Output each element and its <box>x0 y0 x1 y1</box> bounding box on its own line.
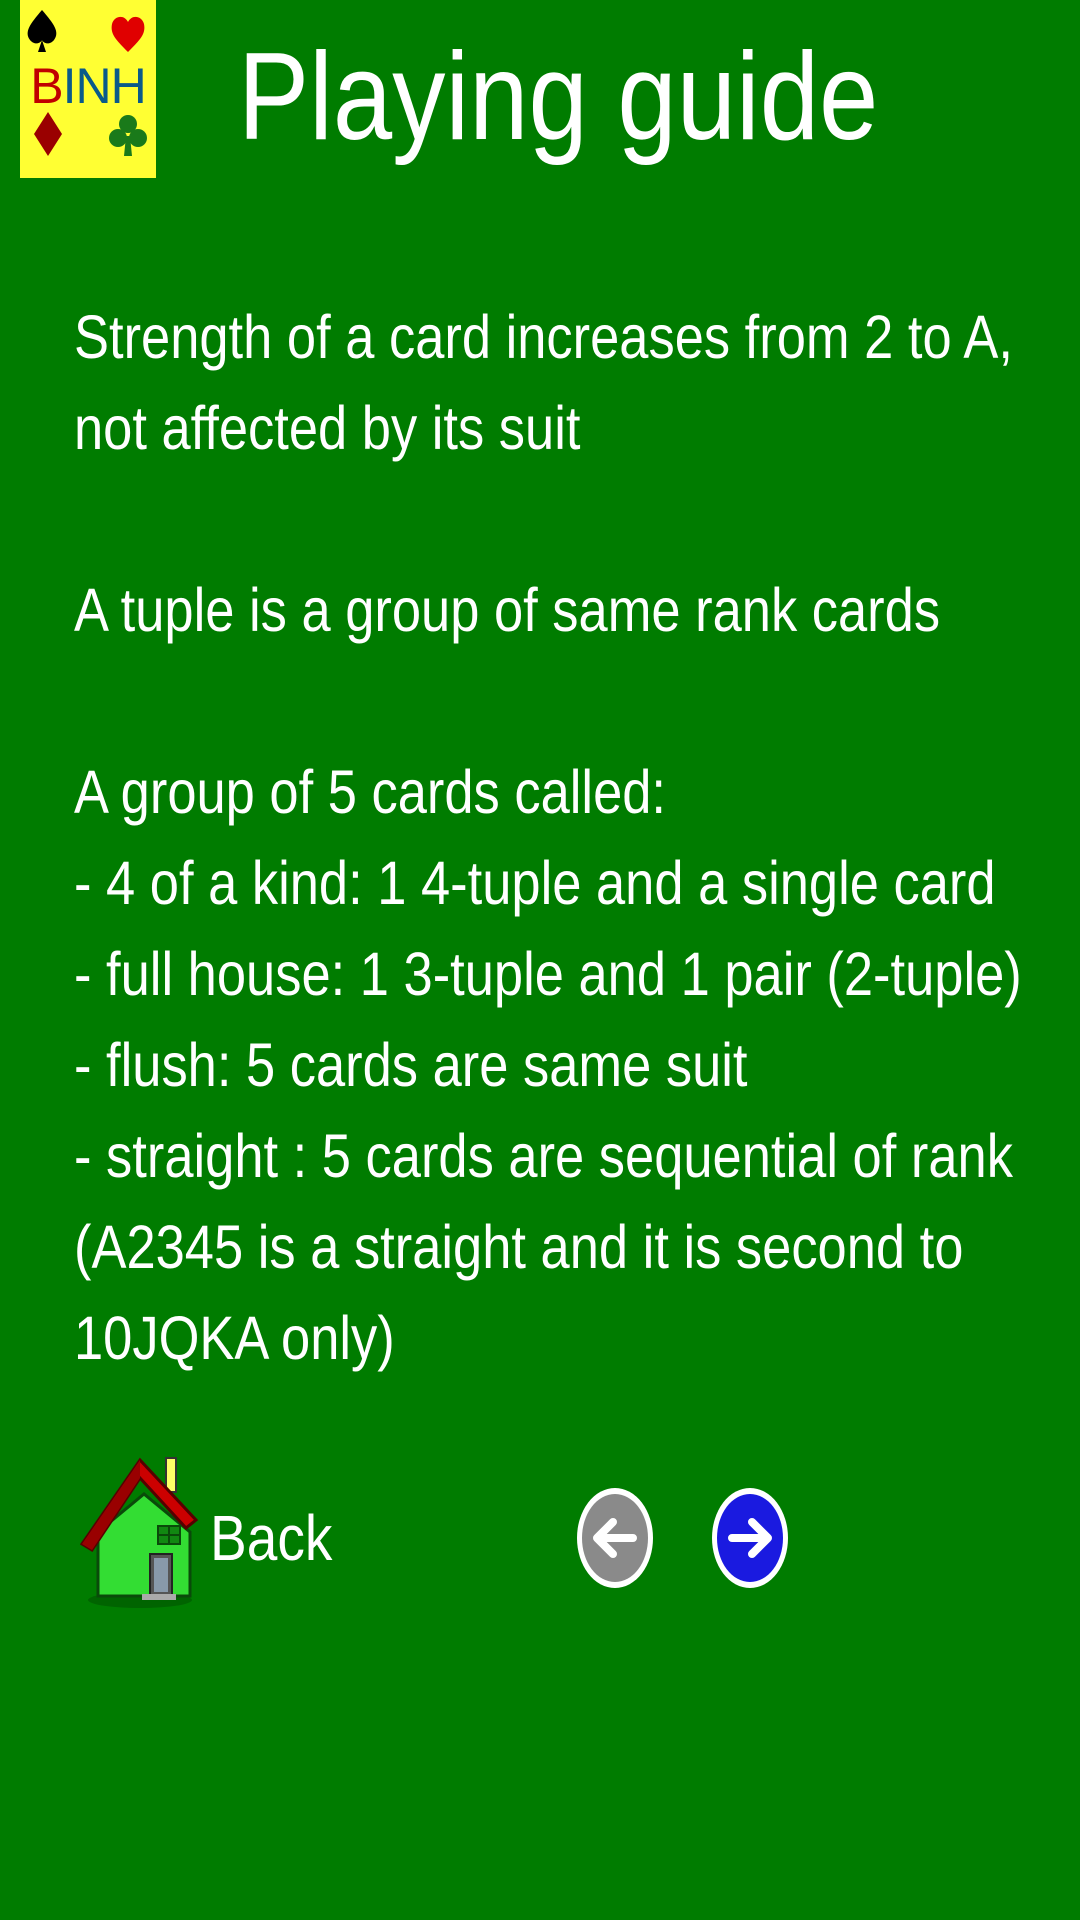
previous-page-button[interactable] <box>575 1486 655 1590</box>
arrow-left-icon <box>575 1486 655 1590</box>
page-title: Playing guide <box>238 28 879 166</box>
next-page-button[interactable] <box>710 1486 790 1590</box>
guide-line: - full house: 1 3-tuple and 1 pair (2-tuple) <box>74 940 1022 1008</box>
guide-line: 10JQKA only) <box>74 1304 395 1372</box>
arrow-right-icon <box>710 1486 790 1590</box>
app-logo <box>20 0 156 178</box>
back-button[interactable] <box>80 1454 340 1614</box>
house-icon <box>80 1454 208 1614</box>
guide-line: A group of 5 cards called: <box>74 758 667 826</box>
guide-line: - 4 of a kind: 1 4-tuple and a single card <box>74 849 996 917</box>
guide-blank-line <box>74 656 934 747</box>
guide-line: A tuple is a group of same rank cards <box>74 576 941 644</box>
guide-blank-line <box>74 474 934 565</box>
guide-line: - flush: 5 cards are same suit <box>74 1031 748 1099</box>
guide-line: not affected by its suit <box>74 394 581 462</box>
guide-line: - straight : 5 cards are sequential of rank <box>74 1122 1013 1190</box>
guide-line: Strength of a card increases from 2 to A, <box>74 303 1013 371</box>
back-label: Back <box>210 1502 333 1574</box>
guide-line: (A2345 is a straight and it is second to <box>74 1213 964 1281</box>
guide-text <box>74 292 1022 1384</box>
logo-text: BINH <box>30 58 146 114</box>
